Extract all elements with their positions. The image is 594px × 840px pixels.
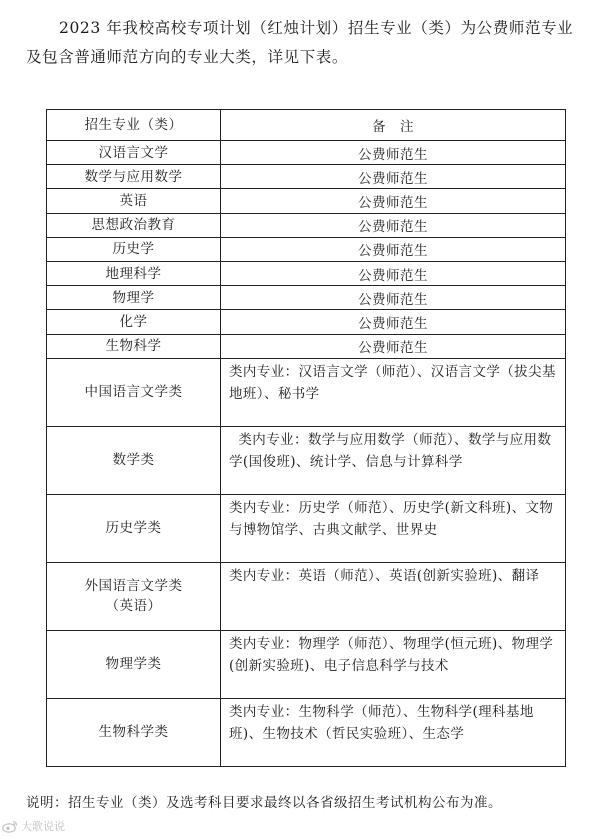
note-cell: 公费师范生 [221, 213, 566, 237]
table-row [47, 261, 566, 285]
category-major-cell: 生物科学类 [47, 698, 221, 766]
major-cell: 历史学 [47, 237, 221, 261]
category-note-cell: 类内专业：数学与应用数学（师范）、数学与应用数学(国俊班)、统计学、信息与计算科学 [221, 426, 566, 494]
table-row [47, 189, 566, 213]
table-row [47, 141, 566, 165]
watermark-text: 大歌说说 [21, 820, 65, 833]
category-major-cell: 外国语言文学类（英语） [47, 562, 221, 630]
footnote: 说明：招生专业（类）及选考科目要求最终以各省级招生考试机构公布为准。 [26, 795, 502, 811]
header-major: 招生专业（类） [47, 110, 221, 141]
note-cell: 公费师范生 [221, 310, 566, 334]
category-note-cell: 类内专业：英语（师范）、英语(创新实验班)、翻译 [221, 562, 566, 630]
intro-paragraph: 2023 年我校高校专项计划（红烛计划）招生专业（类）为公费师范专业及包含普通师范方向的专业大类，详见下表。 [26, 19, 574, 66]
weibo-icon [2, 820, 18, 833]
category-note-cell: 类内专业：物理学（师范）、物理学(恒元班)、物理学(创新实验班)、电子信息科学与技术 [221, 630, 566, 698]
table-row [47, 334, 566, 358]
category-row [47, 494, 566, 562]
category-note-cell: 类内专业：历史学（师范）、历史学(新文科班)、文物与博物馆学、古典文献学、世界史 [221, 494, 566, 562]
table-row [47, 310, 566, 334]
major-cell: 英语 [47, 189, 221, 213]
major-cell: 物理学 [47, 286, 221, 310]
watermark [2, 818, 65, 834]
category-note-cell: 类内专业：生物科学（师范）、生物科学(理科基地班)、生物技术（哲民实验班）、生态学 [221, 698, 566, 766]
table-row [47, 213, 566, 237]
table-row [47, 165, 566, 189]
major-cell: 地理科学 [47, 261, 221, 285]
major-cell: 生物科学 [47, 334, 221, 358]
note-cell: 公费师范生 [221, 141, 566, 165]
note-cell: 公费师范生 [221, 261, 566, 285]
category-row [47, 358, 566, 426]
note-cell: 公费师范生 [221, 237, 566, 261]
category-note-cell: 类内专业：汉语言文学（师范）、汉语言文学（拔尖基地班）、秘书学 [221, 358, 566, 426]
note-cell: 公费师范生 [221, 334, 566, 358]
note-cell: 公费师范生 [221, 286, 566, 310]
major-cell: 汉语言文学 [47, 141, 221, 165]
table-header-row [47, 110, 566, 141]
category-row [47, 698, 566, 766]
table-row [47, 237, 566, 261]
major-cell: 化学 [47, 310, 221, 334]
major-cell: 思想政治教育 [47, 213, 221, 237]
category-major-cell: 数学类 [47, 426, 221, 494]
category-major-cell: 中国语言文学类 [47, 358, 221, 426]
table-row [47, 286, 566, 310]
category-row [47, 562, 566, 630]
majors-table [46, 109, 566, 767]
category-row [47, 426, 566, 494]
category-major-cell: 历史学类 [47, 494, 221, 562]
note-cell: 公费师范生 [221, 189, 566, 213]
category-row [47, 630, 566, 698]
note-cell: 公费师范生 [221, 165, 566, 189]
category-major-cell: 物理学类 [47, 630, 221, 698]
header-note: 备 注 [221, 110, 566, 141]
major-cell: 数学与应用数学 [47, 165, 221, 189]
